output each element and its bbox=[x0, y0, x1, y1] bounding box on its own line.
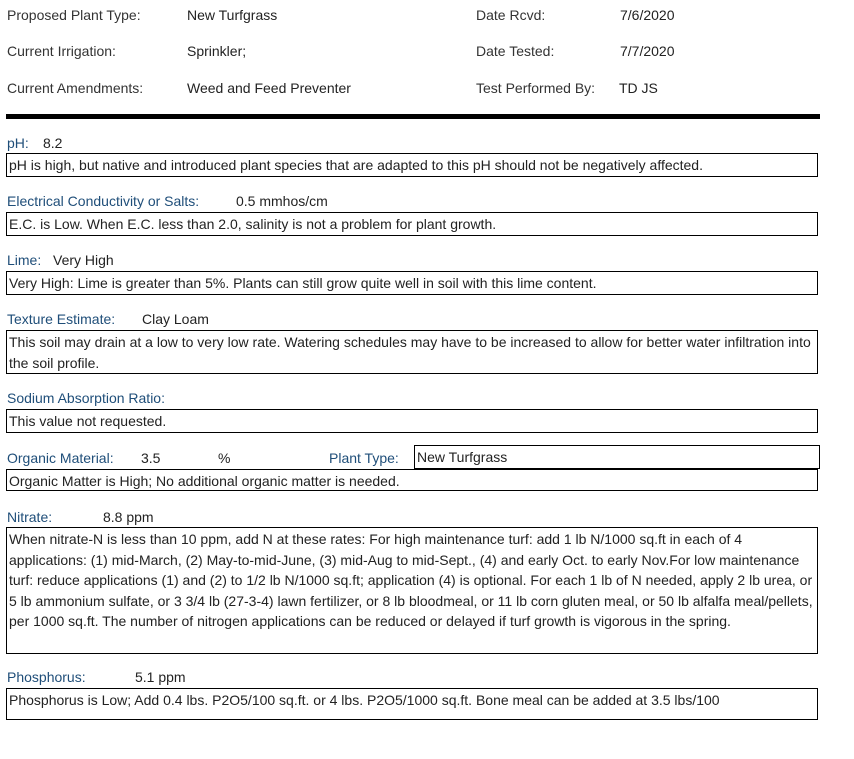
plant-type-label: Plant Type: bbox=[329, 450, 399, 466]
phosphorus-note: Phosphorus is Low; Add 0.4 lbs. P2O5/100 sq.ft. or 4 lbs. P2O5/1000 sq.ft. Bone meal can be added at 3.5 lbs/100 bbox=[6, 688, 818, 720]
sar-label: Sodium Absorption Ratio: bbox=[7, 390, 165, 406]
test-performed-by-value: TD JS bbox=[619, 80, 658, 96]
organic-label: Organic Material: bbox=[7, 450, 114, 466]
ec-label: Electrical Conductivity or Salts: bbox=[7, 193, 200, 209]
phosphorus-label: Phosphorus: bbox=[7, 669, 86, 685]
texture-note: This soil may drain at a low to very low rate. Watering schedules may have to be increased to allow for better water infiltration into the soil profile. bbox=[6, 330, 818, 374]
current-irrigation-label: Current Irrigation: bbox=[7, 43, 116, 59]
ec-value: 0.5 mmhos/cm bbox=[236, 193, 328, 209]
phosphorus-value: 5.1 ppm bbox=[135, 669, 186, 685]
test-performed-by-label: Test Performed By: bbox=[476, 80, 596, 96]
organic-value: 3.5 bbox=[141, 450, 161, 466]
lime-value: Very High bbox=[53, 252, 114, 268]
texture-label: Texture Estimate: bbox=[7, 311, 116, 327]
current-irrigation-value: Sprinkler; bbox=[187, 43, 247, 59]
ec-note: E.C. is Low. When E.C. less than 2.0, salinity is not a problem for plant growth. bbox=[6, 212, 818, 236]
lime-label: Lime: bbox=[7, 252, 42, 268]
date-tested-value: 7/7/2020 bbox=[620, 43, 675, 59]
lime-note: Very High: Lime is greater than 5%. Plants can still grow quite well in soil with this lime content. bbox=[6, 271, 818, 295]
header-divider bbox=[6, 114, 820, 119]
organic-note: Organic Matter is High; No additional organic matter is needed. bbox=[6, 469, 818, 491]
current-amendments-label: Current Amendments: bbox=[7, 80, 144, 96]
organic-unit: % bbox=[218, 450, 231, 466]
nitrate-label: Nitrate: bbox=[7, 509, 53, 525]
proposed-plant-type-value: New Turfgrass bbox=[187, 7, 278, 23]
ph-note: pH is high, but native and introduced plant species that are adapted to this pH should not be negatively affected. bbox=[6, 153, 818, 177]
ph-value: 8.2 bbox=[43, 135, 63, 151]
ph-label: pH: bbox=[7, 135, 29, 151]
date-tested-label: Date Tested: bbox=[476, 43, 555, 59]
sar-note: This value not requested. bbox=[6, 409, 818, 433]
nitrate-value: 8.8 ppm bbox=[103, 509, 154, 525]
current-amendments-value: Weed and Feed Preventer bbox=[187, 80, 351, 96]
nitrate-note: When nitrate-N is less than 10 ppm, add N at these rates: For high maintenance turf: add 1 lb N/1000 sq.ft in each of 4 applications: (1) mid-March, (2) May-to-mid-June, (3) mid-Aug to mid-Sept., (4) and early Oct. to early Nov.For low maintenance turf: reduce applications (1) and (2) to 1/2 lb N/1000 sq.ft; application (4) is optional. For each 1 lb of N needed, apply 2 lb urea, or 5 lb ammonium sulfate, or 3 3/4 lb (27-3-4) lawn fertilizer, or 8 lb bloodmeal, or 11 lb corn gluten meal, or 50 lb alfalfa meal/pellets, per 1000 sq.ft. The number of nitrogen applications can be reduced or delayed if turf growth is vigorous in the spring. bbox=[6, 527, 818, 654]
date-rcvd-label: Date Rcvd: bbox=[476, 7, 546, 23]
proposed-plant-type-label: Proposed Plant Type: bbox=[7, 7, 141, 23]
texture-value: Clay Loam bbox=[142, 311, 209, 327]
date-rcvd-value: 7/6/2020 bbox=[620, 7, 675, 23]
plant-type-value: New Turfgrass bbox=[414, 445, 820, 469]
